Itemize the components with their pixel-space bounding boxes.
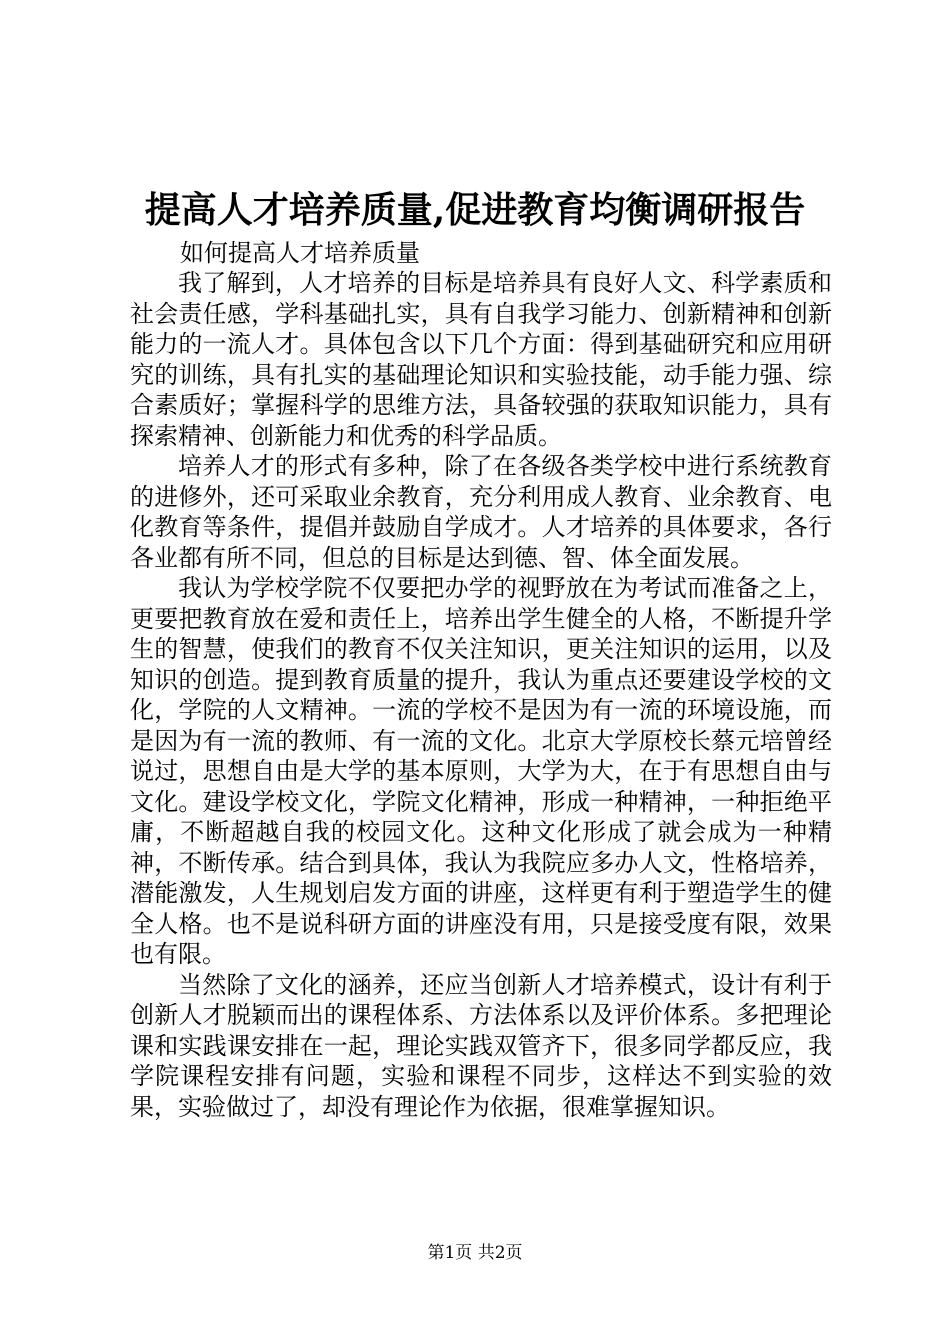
paragraph: 我了解到，人才培养的目标是培养具有良好人文、科学素质和社会责任感，学科基础扎实，具有自我学习能力、创新精神和创新能力的一流人才。具体包含以下几个方面：得到基础研究和应用研究的训练，具有扎实的基础理论知识和实验技能，动手能力强、综合素质好；掌握科学的思维方法，具备较强的获取知识能力，具有探索精神、创新能力和优秀的科学品质。 xyxy=(130,269,832,450)
paragraph: 培养人才的形式有多种，除了在各级各类学校中进行系统教育的进修外，还可采取业余教育，充分利用成人教育、业余教育、电化教育等条件，提倡并鼓励自学成才。人才培养的具体要求，各行各业都有所不同，但总的目标是达到德、智、体全面发展。 xyxy=(130,452,832,572)
paragraph: 我认为学校学院不仅要把办学的视野放在为考试而准备之上，更要把教育放在爱和责任上，培养出学生健全的人格，不断提升学生的智慧，使我们的教育不仅关注知识，更关注知识的运用，以及知识的创造。提到教育质量的提升，我认为重点还要建设学校的文化，学院的人文精神。一流的学校不是因为有一流的环境设施，而是因为有一流的教师、有一流的文化。北京大学原校长蔡元培曾经说过，思想自由是大学的基本原则，大学为大，在于有思想自由与文化。建设学校文化，学院文化精神，形成一种精神，一种拒绝平庸，不断超越自我的校园文化。这种文化形成了就会成为一种精神，不断传承。结合到具体，我认为我院应多办人文，性格培养，潜能激发，人生规划启发方面的讲座，这样更有利于塑造学生的健全人格。也不是说科研方面的讲座没有用，只是接受度有限，效果也有限。 xyxy=(130,574,832,968)
page-number-footer: 第1页 共2页 xyxy=(427,1243,523,1263)
document-body xyxy=(130,268,832,1122)
document-title: 提高人才培养质量,促进教育均衡调研报告 xyxy=(144,189,806,231)
document-subtitle: 如何提高人才培养质量 xyxy=(180,239,420,267)
paragraph: 当然除了文化的涵养，还应当创新人才培养模式，设计有利于创新人才脱颖而出的课程体系、方法体系以及评价体系。多把理论课和实践课安排在一起，理论实践双管齐下，很多同学都反应，我学院课程安排有问题，实验和课程不同步，这样达不到实验的效果，实验做过了，却没有理论作为依据，很难掌握知识。 xyxy=(130,970,832,1121)
